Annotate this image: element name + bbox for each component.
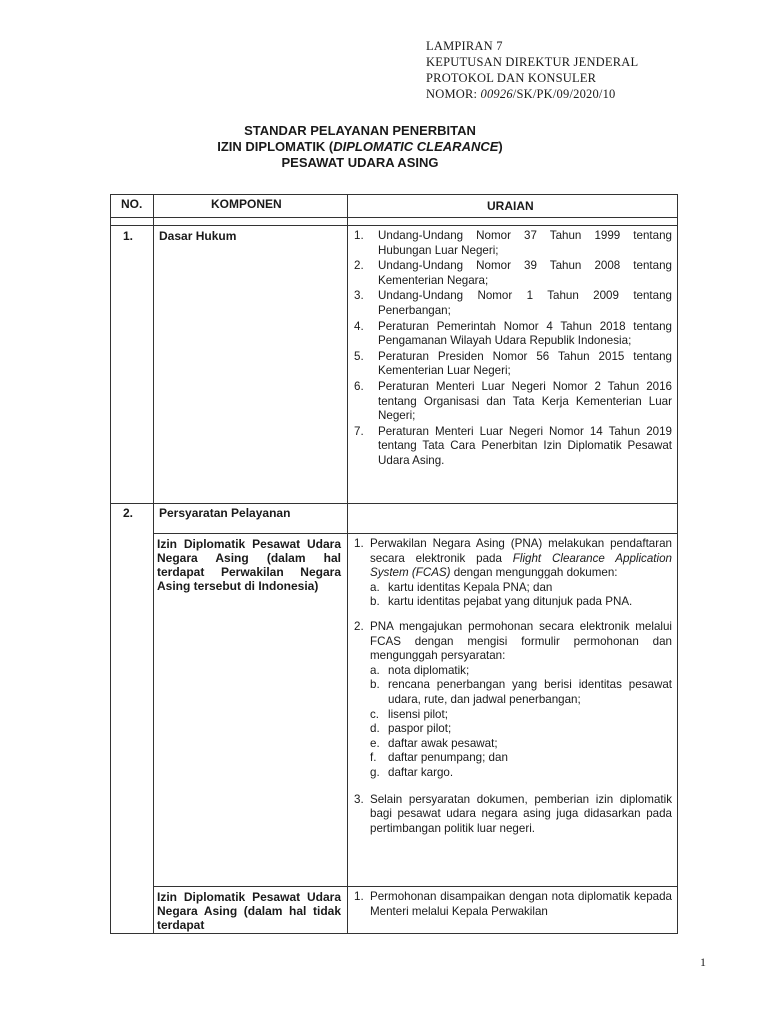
list-item-text: kartu identitas pejabat yang ditunjuk pada PNA. xyxy=(388,595,633,609)
requirements-list-b xyxy=(354,890,672,920)
title-line-2a: IZIN DIPLOMATIK ( xyxy=(217,139,334,154)
list-item xyxy=(370,595,672,610)
header-nomor xyxy=(426,86,756,102)
list-marker: 1. xyxy=(354,229,364,242)
header-divider xyxy=(111,217,677,218)
list-item-text: rencana penerbangan yang berisi identitas pesawat udara, rute, dan jadwal penerbangan; xyxy=(388,678,672,706)
a1-text-italic: Flight Clearance Application System (FCAS) xyxy=(370,551,672,580)
list-marker: 6. xyxy=(354,379,364,393)
a1-text-1: Perwakilan Negara Asing (PNA) melakukan pendaftaran secara elektronik pada xyxy=(370,537,672,565)
list-item-text: daftar penumpang; dan xyxy=(388,751,508,765)
list-item xyxy=(370,581,672,596)
header-komponen: KOMPONEN xyxy=(211,197,282,211)
list-item-text: paspor pilot; xyxy=(388,722,452,736)
list-item xyxy=(370,751,672,766)
list-item-text: daftar awak pesawat; xyxy=(388,736,498,750)
list-marker: g. xyxy=(370,765,380,779)
list-item xyxy=(370,766,672,781)
list-item xyxy=(370,737,672,752)
list-marker: 2. xyxy=(354,259,364,273)
title-line-2 xyxy=(150,139,570,155)
list-marker: 1. xyxy=(354,537,364,550)
list-item-text: Peraturan Menteri Luar Negeri Nomor 14 Tahun 2019 tentang Tata Cara Penerbitan Izin Diplomatik Pesawat Udara Asing. xyxy=(378,424,672,467)
list-marker: 7. xyxy=(354,424,364,438)
row1-divider xyxy=(111,503,677,504)
list-item xyxy=(354,289,672,318)
list-marker: 5. xyxy=(354,349,364,363)
requirements-list-a xyxy=(354,537,672,837)
title-line-2b: DIPLOMATIC CLEARANCE xyxy=(333,139,499,154)
list-marker: e. xyxy=(370,736,380,750)
col-divider-2 xyxy=(347,195,348,933)
list-marker: 4. xyxy=(354,319,364,333)
list-item-text: daftar kargo. xyxy=(388,765,454,779)
list-item xyxy=(354,350,672,379)
row2a-divider xyxy=(153,886,677,887)
list-item xyxy=(354,620,672,781)
list-item-text: Undang-Undang Nomor 37 Tahun 1999 tentang Hubungan Luar Negeri; xyxy=(378,229,672,257)
title-line-3: PESAWAT UDARA ASING xyxy=(281,155,439,170)
list-item-text: Undang-Undang Nomor 1 Tahun 2009 tentang Penerbangan; xyxy=(378,289,672,317)
list-marker: a. xyxy=(370,580,380,594)
header-divider-double xyxy=(111,225,677,226)
row2b-komponen: Izin Diplomatik Pesawat Udara Negara Asing (dalam hal tidak terdapat xyxy=(157,890,341,932)
header-uraian: URAIAN xyxy=(487,199,534,213)
list-marker: b. xyxy=(370,595,380,609)
a1-sublist xyxy=(370,581,672,610)
list-item xyxy=(370,708,672,723)
title-line-2c: ) xyxy=(498,139,503,154)
list-marker: f. xyxy=(370,751,377,765)
list-item-text: Peraturan Pemerintah Nomor 4 Tahun 2018 tentang Pengamanan Wilayah Udara Republik Indonesia; xyxy=(378,319,672,348)
list-item xyxy=(354,890,672,919)
list-item xyxy=(354,229,672,258)
row1-komponen: Dasar Hukum xyxy=(159,229,237,243)
list-item xyxy=(354,425,672,469)
list-item xyxy=(354,793,672,837)
list-item xyxy=(354,380,672,424)
row2a-komponen: Izin Diplomatik Pesawat Udara Negara Asing (dalam hal terdapat Perwakilan Negara Asing tersebut di Indonesia) xyxy=(157,537,341,593)
list-item xyxy=(354,320,672,349)
row2-komponen: Persyaratan Pelayanan xyxy=(159,506,291,520)
row2-title-divider xyxy=(153,533,677,534)
list-item xyxy=(370,664,672,679)
title-line-1: STANDAR PELAYANAN PENERBITAN xyxy=(244,123,476,138)
document-title xyxy=(150,123,570,171)
page-number: 1 xyxy=(700,955,706,969)
b1-text: Permohonan disampaikan dengan nota diplomatik kepada Menteri melalui Kepala Perwakilan xyxy=(370,890,672,918)
list-marker: 3. xyxy=(354,289,364,303)
nomor-rest: /SK/PK/09/2020/10 xyxy=(512,87,616,101)
row1-number: 1. xyxy=(123,229,134,243)
list-item-text: lisensi pilot; xyxy=(388,707,448,721)
header-line-2: KEPUTUSAN DIREKTUR JENDERAL xyxy=(426,55,639,69)
list-item-text: Undang-Undang Nomor 39 Tahun 2008 tentang Kementerian Negara; xyxy=(378,259,672,287)
list-item xyxy=(354,537,672,610)
list-item-text: nota diplomatik; xyxy=(388,663,470,677)
list-item xyxy=(370,722,672,737)
header-line-1: LAMPIRAN 7 xyxy=(426,39,503,53)
list-marker: 2. xyxy=(354,619,364,633)
list-marker: b. xyxy=(370,678,380,692)
list-item-text: kartu identitas Kepala PNA; dan xyxy=(388,580,553,594)
list-item xyxy=(354,259,672,288)
list-marker: c. xyxy=(370,707,380,721)
a2-text: PNA mengajukan permohonan secara elektronik melalui FCAS dengan mengisi formulir permohonan dan mengunggah persyaratan: xyxy=(370,619,672,663)
row2-number: 2. xyxy=(123,506,134,520)
list-item-text: Peraturan Presiden Nomor 56 Tahun 2015 tentang Kementerian Luar Negeri; xyxy=(378,349,672,378)
list-marker: 3. xyxy=(354,792,364,806)
list-item xyxy=(370,678,672,707)
header-no: NO. xyxy=(121,197,143,211)
header-line-3: PROTOKOL DAN KONSULER xyxy=(426,71,597,85)
list-marker: 1. xyxy=(354,890,364,903)
col-divider-1 xyxy=(153,195,154,933)
a2-sublist xyxy=(370,664,672,781)
standard-table xyxy=(110,194,678,934)
attachment-header xyxy=(426,38,756,102)
list-item-text: Peraturan Menteri Luar Negeri Nomor 2 Tahun 2016 tentang Organisasi dan Tata Kerja Kementerian Luar Negeri; xyxy=(378,379,672,423)
a1-text-2: dengan mengunggah dokumen: xyxy=(450,566,618,580)
list-marker: d. xyxy=(370,722,380,736)
legal-basis-list xyxy=(354,229,672,470)
list-marker: a. xyxy=(370,663,380,677)
a3-text: Selain persyaratan dokumen, pemberian izin diplomatik bagi pesawat udara negara asing juga didasarkan pada pertimbangan politik luar negeri. xyxy=(370,792,672,835)
nomor-number: 00926 xyxy=(480,87,513,101)
nomor-label: NOMOR: xyxy=(426,87,481,101)
